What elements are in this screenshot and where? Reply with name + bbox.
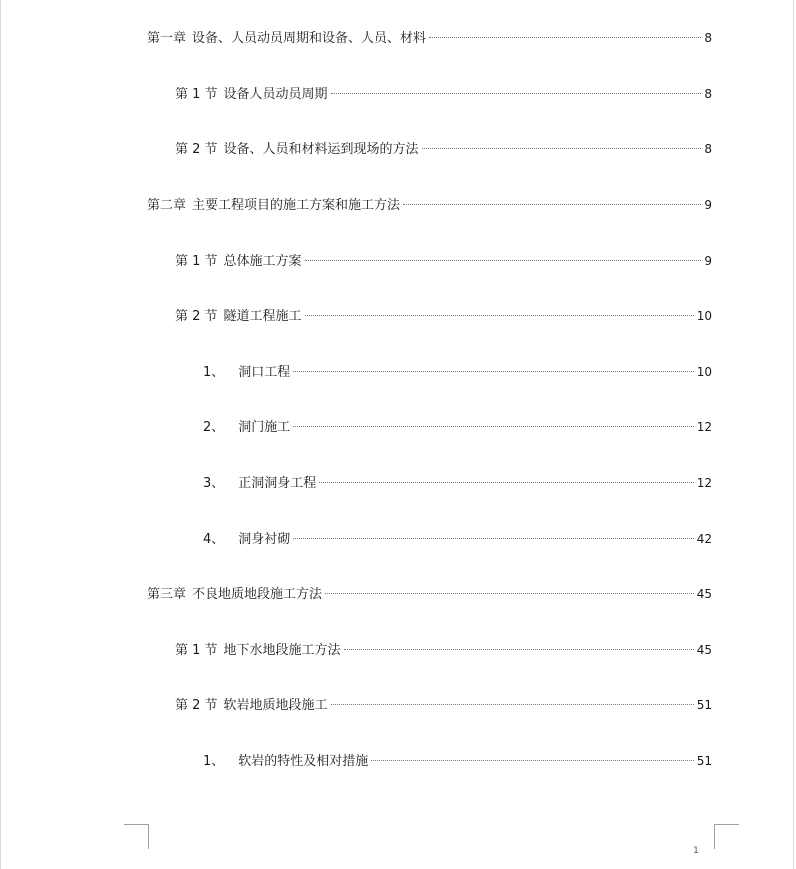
toc-page-number: 51 bbox=[696, 754, 712, 768]
toc-page-number: 42 bbox=[696, 532, 712, 546]
toc-number: 第一章 bbox=[147, 31, 187, 46]
toc-number: 第 2 节 bbox=[175, 698, 218, 713]
toc-section-3-2[interactable] bbox=[175, 695, 712, 715]
toc-title: 设备人员动员周期 bbox=[223, 87, 328, 102]
toc-page-number: 8 bbox=[704, 142, 712, 156]
toc-page-number: 12 bbox=[696, 476, 712, 490]
toc-page-number: 9 bbox=[704, 254, 712, 268]
toc-leader-dots bbox=[422, 148, 702, 149]
toc-leader-dots bbox=[331, 93, 702, 94]
toc-leader-dots bbox=[429, 37, 701, 38]
toc-chapter-1[interactable] bbox=[147, 28, 712, 48]
toc-number: 第 1 节 bbox=[175, 254, 218, 269]
toc-page-number: 8 bbox=[704, 31, 712, 45]
toc-leader-dots bbox=[305, 260, 702, 261]
toc-number: 1、 bbox=[203, 365, 225, 380]
toc-title: 隧道工程施工 bbox=[223, 309, 302, 324]
toc-leader-dots bbox=[319, 482, 693, 483]
toc-page-number: 45 bbox=[696, 643, 712, 657]
margin-corner-mark-left bbox=[124, 824, 149, 849]
toc-page-number: 10 bbox=[696, 309, 712, 323]
toc-section-1-2[interactable] bbox=[175, 139, 712, 159]
margin-corner-mark-right bbox=[714, 824, 739, 849]
toc-leader-dots bbox=[344, 649, 694, 650]
toc-title: 不良地质地段施工方法 bbox=[192, 587, 323, 602]
toc-page-number: 8 bbox=[704, 87, 712, 101]
toc-leader-dots bbox=[293, 371, 693, 372]
toc-page-number: 12 bbox=[696, 420, 712, 434]
toc-title: 洞门施工 bbox=[238, 420, 291, 435]
toc-page-number: 51 bbox=[696, 698, 712, 712]
toc-item-2-2-2[interactable] bbox=[203, 417, 712, 437]
toc-leader-dots bbox=[403, 204, 701, 205]
toc-section-1-1[interactable] bbox=[175, 84, 712, 104]
toc-title: 地下水地段施工方法 bbox=[223, 643, 341, 658]
toc-number: 1、 bbox=[203, 754, 225, 769]
toc-leader-dots bbox=[325, 593, 694, 594]
toc-number: 第 2 节 bbox=[175, 309, 218, 324]
toc-page-number: 10 bbox=[696, 365, 712, 379]
toc-title: 软岩地质地段施工 bbox=[223, 698, 328, 713]
toc-title: 设备、人员动员周期和设备、人员、材料 bbox=[192, 31, 427, 46]
toc-number: 第 1 节 bbox=[175, 87, 218, 102]
toc-number: 第 2 节 bbox=[175, 142, 218, 157]
toc-section-2-2[interactable] bbox=[175, 306, 712, 326]
toc-chapter-2[interactable] bbox=[147, 195, 712, 215]
page-right-edge bbox=[793, 0, 794, 869]
toc-title: 主要工程项目的施工方案和施工方法 bbox=[192, 198, 401, 213]
toc-title: 软岩的特性及相对措施 bbox=[238, 754, 369, 769]
toc-leader-dots bbox=[371, 760, 693, 761]
toc-item-2-2-1[interactable] bbox=[203, 362, 712, 382]
toc-number: 第二章 bbox=[147, 198, 187, 213]
toc-chapter-3[interactable] bbox=[147, 584, 712, 604]
footer-page-number: 1 bbox=[693, 846, 699, 856]
toc-title: 总体施工方案 bbox=[223, 254, 302, 269]
page-left-edge bbox=[0, 0, 1, 869]
toc-leader-dots bbox=[293, 426, 693, 427]
toc-number: 4、 bbox=[203, 532, 225, 547]
toc-number: 3、 bbox=[203, 476, 225, 491]
toc-page-number: 9 bbox=[704, 198, 712, 212]
toc-section-3-1[interactable] bbox=[175, 640, 712, 660]
toc-title: 洞口工程 bbox=[238, 365, 291, 380]
toc-leader-dots bbox=[331, 704, 694, 705]
toc-item-2-2-3[interactable] bbox=[203, 473, 712, 493]
toc-page-number: 45 bbox=[696, 587, 712, 601]
toc-number: 2、 bbox=[203, 420, 225, 435]
toc-leader-dots bbox=[293, 538, 693, 539]
toc-leader-dots bbox=[305, 315, 694, 316]
toc-title: 正洞洞身工程 bbox=[238, 476, 317, 491]
toc-item-2-2-4[interactable] bbox=[203, 529, 712, 549]
toc-item-3-2-1[interactable] bbox=[203, 751, 712, 771]
toc-number: 第三章 bbox=[147, 587, 187, 602]
toc-number: 第 1 节 bbox=[175, 643, 218, 658]
toc-title: 洞身衬砌 bbox=[238, 532, 291, 547]
toc-title: 设备、人员和材料运到现场的方法 bbox=[223, 142, 419, 157]
toc-section-2-1[interactable] bbox=[175, 251, 712, 271]
